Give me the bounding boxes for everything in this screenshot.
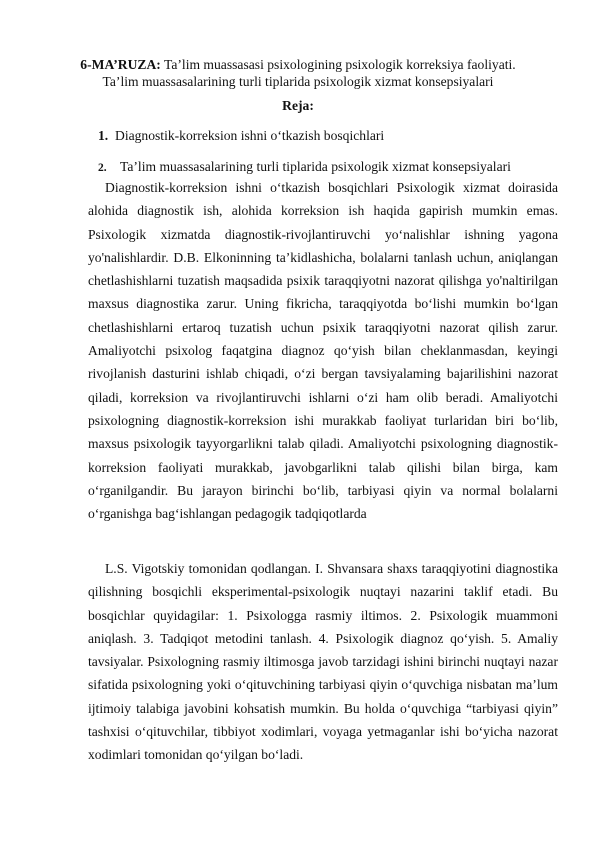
body-paragraph: L.S. Vigotskiy tomonidan qodlangan. I. Shvansara shaxs taraqqiyotini diagnostika qilishning bosqichli eksperimental-psixologik nuqtayi nazarini taklif etadi. Bu bosqichlar quyidagilar: 1. Psixologga rasmiy iltimos. 2. Psixologik muammoni aniqlash. 3. Tadqiqot metodini tanlash. 4. Psixologik diagnoz qo‘yish. 5. Amaliy tavsiyalar. Psixologning rasmiy iltimosga javob tarzidagi ishini birinchi nuqtayi nazar sifatida psixologning yoki o‘qituvchining tarbiyasi qiyin o‘quvchiga nisbatan ma’lum ijtimoiy talabiga javobini kohsatish mumkin. Bu holda o‘quvchiga “tarbiyasi qiyin” tashxisi o‘qituvchilar, tibbiyot xodimlari, voyaga yetmaganlar ishi bo‘yicha nazorat xodimlari tomonidan qo‘yilgan bo‘ladi. — [88, 561, 558, 763]
lecture-subtitle: Ta’lim muassasalarining turli tiplarida psixologik xizmat konsepsiyalari — [102, 74, 494, 89]
plan-item — [98, 159, 511, 175]
plan-item-text: Diagnostik-korreksion ishni o‘tkazish bosqichlari — [115, 128, 385, 143]
plan-item-text: Ta’lim muassasalarining turli tiplarida psixologik xizmat konsepsiyalari — [120, 159, 511, 174]
lecture-title — [60, 56, 536, 90]
plan-item-number: 1. — [98, 128, 109, 143]
plan-heading: Reja: — [282, 98, 314, 113]
plan-item-number: 2. — [98, 162, 107, 174]
body-paragraph: Diagnostik-korreksion ishni o‘tkazish bosqichlari Psixologik xizmat doirasida alohida diagnostik ish, alohida korreksion ish haqida gapirish mumkin emas. Psixologik xizmatda diagnostik-rivojlantiruvchi yo‘nalishlar ishning yagona yo'nalishlardir. D.B. Elkoninning ta’kidlashicha, bolalarni tanlash uchun, aniqlangan chetlashishlarni tuzatish maqsadida psixik taraqqiyotni nazorat qilishga yo'naltirilgan maxsus diagnostika zarur. Uning fikricha, taraqqiyotda bo‘lishi mumkin bo‘lgan chetlashishlarni ertaroq tuzatish uchun psixik taraqqiyotni nazorat qilish zarur. Amaliyotchi psixolog faqatgina diagnoz qo‘yish bilan cheklanmasdan, keyingi rivojlanish dasturini ishlab chiqadi, o‘zi bergan tavsiyalaming bajarilishini nazorat qiladi, korreksion va rivojlantiruvchi ishlarni o‘zi ham olib beradi. Amaliyotchi psixologning diagnostik-korreksion ishi murakkab faoliyat turlaridan biri bo‘lib, maxsus psixologik tayyorgarlikni talab qiladi. Amaliyotchi psixologning diagnostik- korreksion faoliyati murakkab, javobgarlikni talab qilishi bilan birga, kam o‘rganilgandir. Bu jarayon birinchi bo‘lib, tarbiyasi qiyin va normal bolalarni o‘rganishga bag‘ishlangan pedagogik tadqiqotlarda — [88, 180, 558, 522]
lecture-number: 6-MA’RUZA: — [80, 57, 161, 72]
plan-item — [98, 128, 384, 144]
lecture-title-text: Ta’lim muassasasi psixologining psixologik korreksiya faoliyati. — [160, 57, 516, 72]
